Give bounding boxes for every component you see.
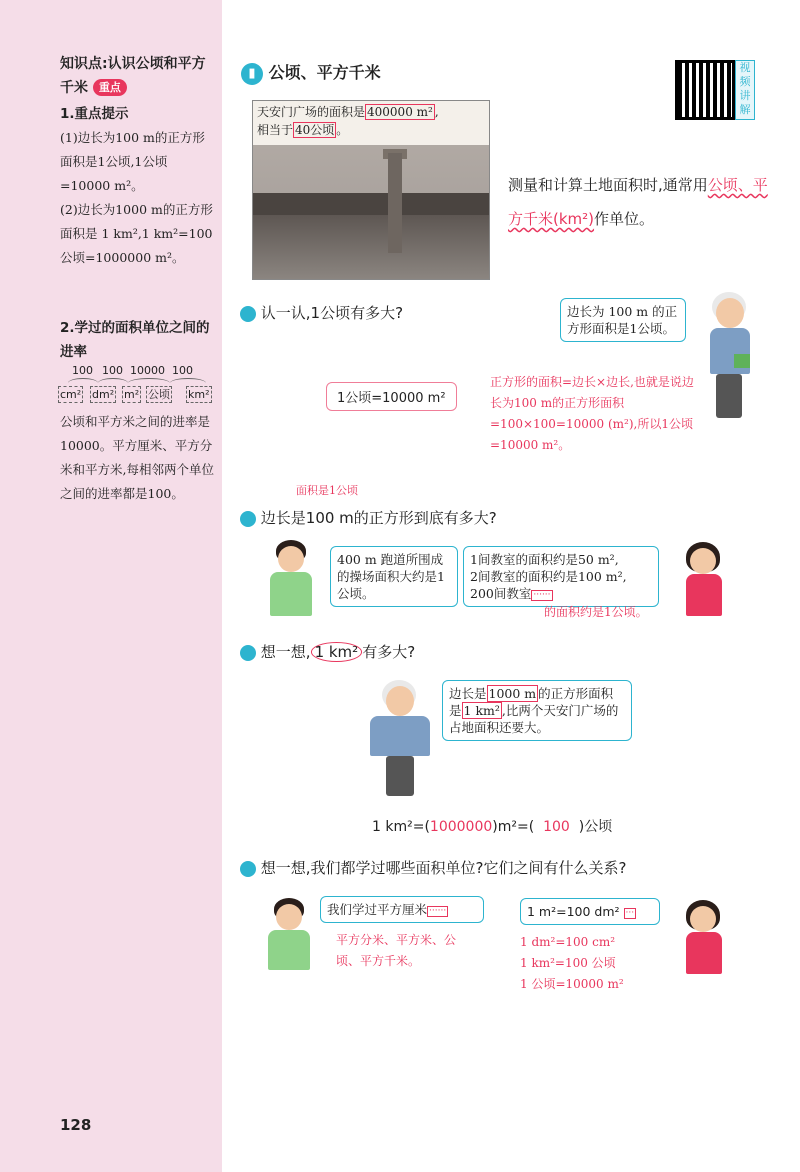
video-explain-label[interactable]: 视频讲解 [735, 60, 755, 120]
rate-label: 100 [72, 364, 93, 377]
girl-speech-bubble-2: 1 m²=100 dm² ··· [520, 898, 660, 925]
rate-label: 10000 [130, 364, 165, 377]
girl-figure [676, 540, 736, 620]
sidebar-point-2: (2)边长为1000 m的正方形面积是 1 km²,1 km²=100公顷=1000000 m²。 [60, 202, 213, 265]
boy-figure [258, 540, 328, 620]
bullet-icon [240, 511, 256, 527]
teacher-speech-bubble: 边长为 100 m 的正方形面积是1公顷。 [560, 298, 686, 342]
sidebar-point-1: (1)边长为100 m的正方形面积是1公顷,1公顷=10000 m²。 [60, 130, 205, 193]
teacher-figure-2 [366, 680, 436, 800]
sidebar-section-1 [60, 102, 215, 270]
section-title-text: 公顷、平方千米 [268, 63, 381, 82]
unit-box: 公顷 [148, 388, 170, 401]
girl-figure-2 [676, 898, 736, 978]
section-3-heading: 想一想, 1 km² 有多大? [240, 641, 415, 662]
area-annotation: 面积是1公顷 [296, 484, 358, 497]
teacher-figure [700, 292, 760, 422]
section-1-heading: 认一认,1公顷有多大? [240, 302, 403, 323]
bullet-icon [240, 306, 256, 322]
classroom-note: 的面积约是1公顷。 [544, 605, 648, 619]
key-point-badge: 重点 [93, 79, 127, 96]
sidebar-title: 知识点:认识公顷和平方千米 重点 [60, 56, 206, 96]
unit-relations-note: 1 dm²=100 cm² 1 km²=100 公顷 1 公顷=10000 m² [520, 935, 624, 991]
sidebar-point-3: 公顷和平方米之间的进率是10000。平方厘米、平方分米和平方米,每相邻两个单位之间的进率都是100。 [60, 414, 214, 501]
book-icon: ▮ [241, 63, 263, 85]
boy-figure-2 [262, 898, 322, 976]
photo-building [253, 193, 490, 215]
bullet-icon [240, 861, 256, 877]
boy-speech-bubble-2: 我们学过平方厘米 ······ [320, 896, 484, 923]
bullet-icon [240, 645, 256, 661]
rate-label: 100 [172, 364, 193, 377]
hectare-explanation: 正方形的面积=边长×边长,也就是说边长为100 m的正方形面积=100×100=10000 (m²),所以1公顷=10000 m²。 [490, 375, 694, 452]
qr-code-icon[interactable] [675, 60, 735, 120]
km2-equation: 1 km²=(1000000)m²=( 100 )公顷 [372, 819, 613, 835]
photo-monument [388, 153, 402, 253]
sidebar-heading-2: 2.学过的面积单位之间的进率 [60, 320, 210, 360]
unit-box: dm² [92, 388, 115, 401]
tiananmen-photo [252, 100, 490, 280]
girl-speech-bubble: 1间教室的面积约是50 m², 2间教室的面积约是100 m², 200间教室 ······ [463, 546, 659, 607]
photo-caption: 天安门广场的面积是 400000 m² , 相当于 40公顷 。 [253, 101, 489, 145]
rate-label: 100 [102, 364, 123, 377]
teacher-speech-bubble-2: 边长是 1000 m 的正方形面积是 1 km² ,比两个天安门广场的占地面积还要大。 [442, 680, 632, 741]
unit-box: m² [124, 388, 140, 401]
section-2-heading: 边长是100 m的正方形到底有多大? [240, 507, 497, 528]
hectare-formula: 1公顷=10000 m² [326, 382, 457, 411]
section-title [241, 60, 381, 85]
boy-speech-bubble: 400 m 跑道所围成的操场面积大约是1公顷。 [330, 546, 458, 607]
unit-box: km² [188, 388, 210, 401]
section-4-heading: 想一想,我们都学过哪些面积单位?它们之间有什么关系? [240, 857, 626, 878]
page-number: 128 [60, 1116, 92, 1134]
intro-text: 测量和计算土地面积时,通常用公顷、平方千米(km²)作单位。 [508, 176, 768, 228]
unit-box: cm² [60, 388, 82, 401]
units-list-note: 平方分米、平方米、公顷、平方千米。 [336, 933, 457, 968]
unit-chain [58, 364, 223, 406]
sidebar-heading-1: 1.重点提示 [60, 106, 129, 122]
